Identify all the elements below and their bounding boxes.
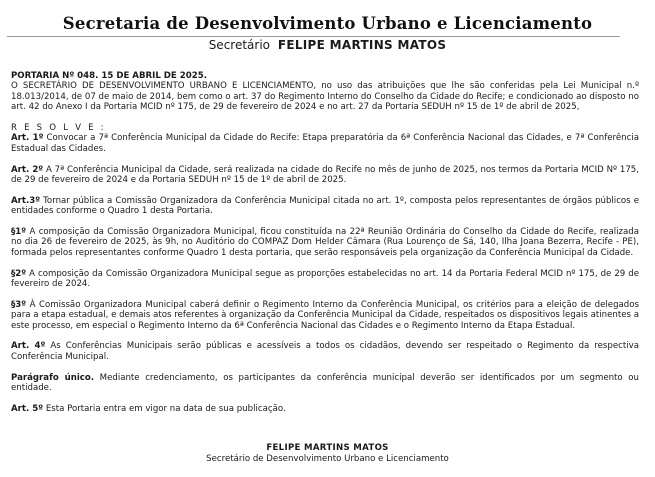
article-label: Parágrafo único.: [11, 372, 95, 383]
article-text: A composição da Comissão Organizadora Municipal segue as proporções estabelecidas no art. 14 da Portaria Federal MCID nº 175, de 29 de fevereiro de 2024.: [11, 268, 639, 290]
header-divider: [7, 36, 620, 37]
paragraph-1: [11, 227, 639, 258]
article-text: Esta Portaria entra em vigor na data de sua publicação.: [43, 403, 286, 414]
secretary-line: [0, 38, 655, 52]
signature-role: Secretário de Desenvolvimento Urbano e Licenciamento: [206, 454, 449, 464]
paragrafo-unico: [11, 373, 639, 394]
resolve-heading: R E S O L V E :: [11, 123, 106, 134]
article-label: Art. 1º: [11, 133, 44, 144]
article-label: Art. 2º: [11, 164, 44, 175]
article-2: [11, 165, 639, 186]
article-label: Art. 5º: [11, 403, 44, 414]
portaria-preamble: O SECRETÁRIO DE DESENVOLVIMENTO URBANO E LICENCIAMENTO, no uso das atribuições que lhe são conferidas pela Lei Municipal n.º 18.013/2014, de 07 de maio de 2014, bem como o art. 37 do Regimento Interno do Conselho da Cidade do Recife; e condicionado ao disposto no art. 42 do Anexo I da Portaria MCID nº 175, de 29 de fevereiro de 2024 e no art. 27 da Portaria SEDUH nº 15 de 1º de abril de 2025,: [11, 81, 639, 113]
paragraph-3: [11, 300, 639, 331]
article-text: À Comissão Organizadora Municipal caberá definir o Regimento Interno da Conferência Municipal, os critérios para a eleição de delegados para a etapa estadual, e demais atos referentes à organização da Conferência Municipal da Cidade, respeitados os dispositivos legais atinentes a este processo, em especial o Regimento Interno da 6ª Conferência Nacional das Cidades e o Regimento Interno da Etapa Estadual.: [11, 299, 639, 331]
article-text: A 7ª Conferência Municipal da Cidade, será realizada na cidade do Recife no mês de junho de 2025, nos termos da Portaria MCID Nº 175, de 29 de fevereiro de 2024 e da Portaria SEDUH nº 15 de 1º de abril de 2025.: [11, 164, 639, 186]
signature-block: [0, 443, 655, 465]
article-label: Art. 4º: [11, 341, 46, 352]
article-3: [11, 196, 639, 217]
article-5: [11, 404, 639, 414]
signature-name: FELIPE MARTINS MATOS: [266, 443, 389, 453]
article-label: Art.3º: [11, 195, 41, 206]
document-header: [0, 14, 655, 33]
portaria-title-line: [11, 71, 639, 81]
article-text: As Conferências Municipais serão públicas e acessíveis a todos os cidadãos, devendo ser respeitado o Regimento da respectiva Conferência Municipal.: [11, 341, 639, 362]
article-text: A composição da Comissão Organizadora Municipal, ficou constituída na 22ª Reunião Ordinária do Conselho da Cidade do Recife, realizada no dia 26 de fevereiro de 2025, às 9h, no Auditório do COMPAZ Dom Helder Câmara (Rua Lourenço de Sá, 140, Ilha Joana Bezerra, Recife - PE), formada pelos representantes conforme Quadro 1 desta portaria, que serão responsáveis pela organização da Conferência Municipal da Cidade.: [11, 227, 639, 258]
portaria-body: [11, 71, 639, 425]
article-label: §2º: [11, 268, 27, 279]
secretary-name: FELIPE MARTINS MATOS: [277, 38, 447, 52]
article-text: Mediante credenciamento, os participantes da conferência municipal deverão ser identificados por um segmento ou entidade.: [11, 372, 640, 394]
article-text: Convocar a 7ª Conferência Municipal da Cidade do Recife: Etapa preparatória da 6ª Conferência Nacional das Cidades, e 7ª Conferência Estadual das Cidades.: [11, 133, 639, 154]
article-label: §3º: [11, 299, 27, 310]
article-text: Tornar pública a Comissão Organizadora da Conferência Municipal citada no art. 1º, composta pelos representantes de órgãos públicos e entidades conforme o Quadro 1 desta Portaria.: [11, 195, 639, 217]
paragraph-2: [11, 269, 639, 290]
secretary-label: Secretário: [208, 38, 271, 52]
department-title: Secretaria de Desenvolvimento Urbano e Licenciamento: [62, 14, 593, 33]
portaria-title: PORTARIA Nº 048. 15 DE ABRIL DE 2025.: [11, 71, 207, 81]
article-4: [11, 341, 639, 362]
article-label: §1º: [11, 227, 27, 238]
article-1: [11, 133, 639, 154]
